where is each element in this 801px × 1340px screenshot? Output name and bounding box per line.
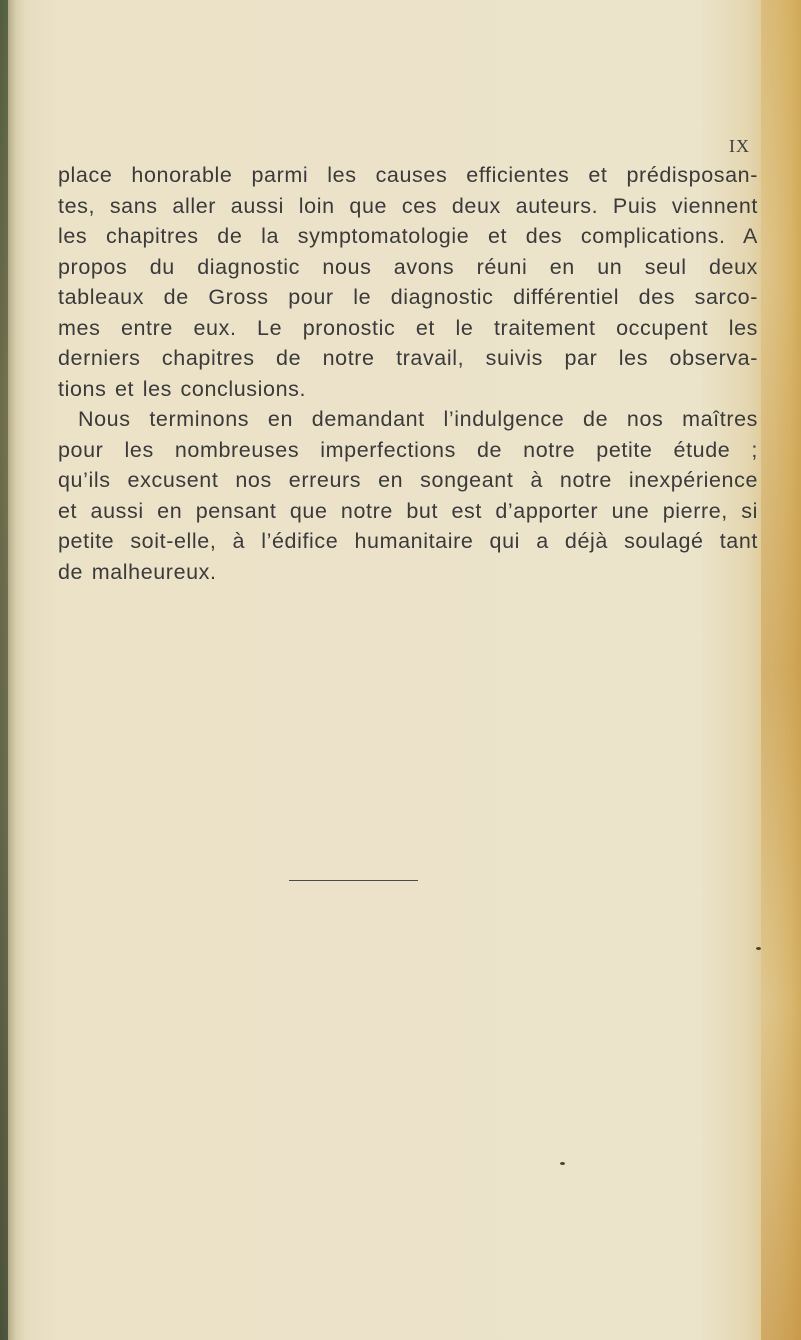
page-number: IX	[729, 136, 750, 156]
body-text	[58, 160, 758, 587]
paper-speck	[756, 947, 761, 950]
text-line: et aussi en pensant que notre but est d’apporter une pierre, si	[58, 498, 758, 523]
text-line: les chapitres de la symptomatologie et des complications. A	[58, 224, 758, 248]
paragraph-2	[58, 404, 758, 587]
text-line: tableaux de Gross pour le diagnostic différentiel des sarco-	[58, 285, 758, 309]
text-line: qu’ils excusent nos erreurs en songeant à notre inexpérience	[58, 468, 758, 492]
text-line: Nous terminons en demandant l’indulgence de nos maîtres	[78, 407, 758, 431]
text-line: de malheureux.	[58, 559, 217, 584]
paragraph-1	[58, 160, 758, 404]
text-line: derniers chapitres de notre travail, suivis par les observa-	[58, 346, 758, 370]
text-line: petite soit-elle, à l’édifice humanitaire qui a déjà soulagé tant	[58, 529, 758, 553]
text-line: tes, sans aller aussi loin que ces deux auteurs. Puis viennent	[58, 193, 758, 218]
paper-speck	[560, 1162, 565, 1165]
text-line: pour les nombreuses imperfections de notre petite étude ;	[58, 437, 758, 462]
binding-edge	[0, 0, 8, 1340]
text-line: mes entre eux. Le pronostic et le traitement occupent les	[58, 315, 758, 340]
text-line: place honorable parmi les causes efficientes et prédisposan-	[58, 163, 758, 187]
text-line: propos du diagnostic nous avons réuni en un seul deux	[58, 254, 758, 279]
page-edge-stain	[761, 0, 801, 1340]
section-divider	[289, 880, 418, 881]
text-line: tions et les conclusions.	[58, 376, 307, 401]
